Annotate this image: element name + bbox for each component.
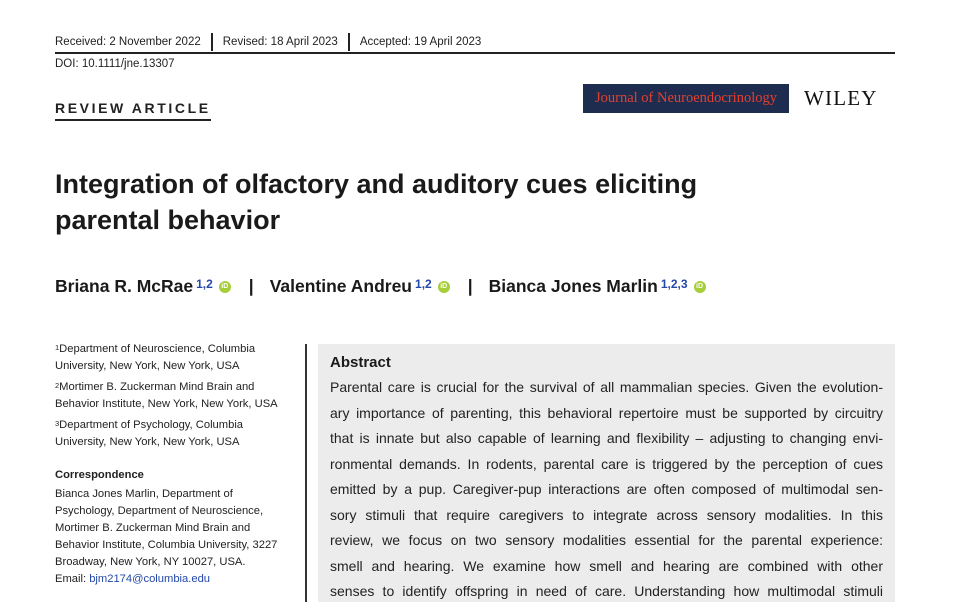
- revised-date: Revised: 18 April 2023: [211, 33, 348, 51]
- correspondence-line: Psychology, Department of Neuroscience,: [55, 505, 264, 517]
- abstract-line: ary importance of parenting, this behavioral repertoire must be supported by circuitry: [330, 404, 883, 421]
- affiliation-line: Department of Psychology, Columbia: [59, 419, 244, 431]
- affiliation-number: 1: [55, 343, 60, 352]
- publisher-logo[interactable]: WILEY: [804, 86, 878, 110]
- affiliation-line: Behavior Institute, New York, New York, USA: [55, 398, 278, 410]
- orcid-icon[interactable]: iD: [694, 281, 706, 293]
- journal-logo[interactable]: [583, 84, 789, 113]
- abstract-line: sory stimuli that require caregivers to integrate across sensory modalities. In this: [330, 506, 883, 523]
- title-line: parental behavior: [55, 205, 281, 235]
- affiliation-line: University, New York, New York, USA: [55, 360, 240, 372]
- affiliation-line: Department of Neuroscience, Columbia: [59, 343, 256, 355]
- abstract-heading: Abstract: [330, 354, 391, 371]
- affiliation-number: 3: [55, 419, 60, 428]
- affiliation-line: Mortimer B. Zuckerman Mind Brain and: [59, 381, 255, 393]
- affiliation-3: [55, 417, 295, 451]
- abstract-line: smell and hearing. We examine how smell and hearing are combined with other: [330, 557, 883, 574]
- author-separator: |: [248, 276, 254, 296]
- correspondence-line: Behavior Institute, Columbia University, 3227: [55, 539, 278, 551]
- affiliation-2: [55, 379, 295, 413]
- title-line: Integration of olfactory and auditory cues eliciting: [55, 169, 698, 199]
- abstract-line: emitted by a pup. Caregiver-pup interactions are often composed of multimodal sen-: [330, 481, 883, 497]
- article-type: REVIEW ARTICLE: [55, 100, 211, 121]
- doi[interactable]: DOI: 10.1111/jne.13307: [55, 58, 175, 70]
- column-divider: [305, 344, 307, 602]
- orcid-icon[interactable]: iD: [438, 281, 450, 293]
- orcid-icon[interactable]: iD: [219, 281, 231, 293]
- received-date: Received: 2 November 2022: [55, 36, 201, 48]
- correspondence-line: Broadway, New York, NY 10027, USA.: [55, 556, 246, 568]
- email-link[interactable]: bjm2174@columbia.edu: [89, 573, 211, 585]
- abstract-line: review, we focus on two sensory modalities essential for the parental experience:: [330, 532, 883, 548]
- correspondence-block: [55, 486, 300, 588]
- correspondence-line: Bianca Jones Marlin, Department of: [55, 488, 233, 500]
- header-divider: [55, 52, 895, 54]
- affiliation-1: [55, 341, 295, 375]
- abstract-line: senses to identify offspring in need of care. Understanding how multimodal stimuli: [330, 583, 883, 599]
- author-name[interactable]: Briana R. McRae: [55, 276, 194, 296]
- article-title: [55, 166, 815, 238]
- abstract-line: ronmental demands. In rodents, parental care is triggered by the perception of cues: [330, 455, 883, 472]
- email-label: Email:: [55, 573, 90, 585]
- article-dates: [55, 33, 491, 51]
- correspondence-email-line: [55, 571, 300, 588]
- journal-name: Journal of Neuroendocrinology: [594, 90, 777, 106]
- correspondence-line: Mortimer B. Zuckerman Mind Brain and: [55, 522, 251, 534]
- affiliation-number: 2: [55, 381, 60, 390]
- author-affiliation-marker: 1,2: [196, 276, 213, 291]
- author-name[interactable]: Valentine Andreu: [269, 276, 413, 296]
- author-affiliation-marker: 1,2: [415, 276, 432, 291]
- author-affiliation-marker: 1,2,3: [660, 276, 688, 291]
- accepted-date: Accepted: 19 April 2023: [348, 33, 491, 51]
- abstract-line: that is innate but also capable of learning and flexibility – adjusting to changing envi-: [330, 430, 883, 446]
- correspondence-heading: Correspondence: [55, 469, 144, 481]
- author-name[interactable]: Bianca Jones Marlin: [488, 276, 658, 296]
- affiliation-line: University, New York, New York, USA: [55, 436, 240, 448]
- author-separator: |: [467, 276, 473, 296]
- abstract-line: Parental care is crucial for the survival of all mammalian species. Given the evolution-: [330, 379, 883, 395]
- author-list: [55, 276, 706, 297]
